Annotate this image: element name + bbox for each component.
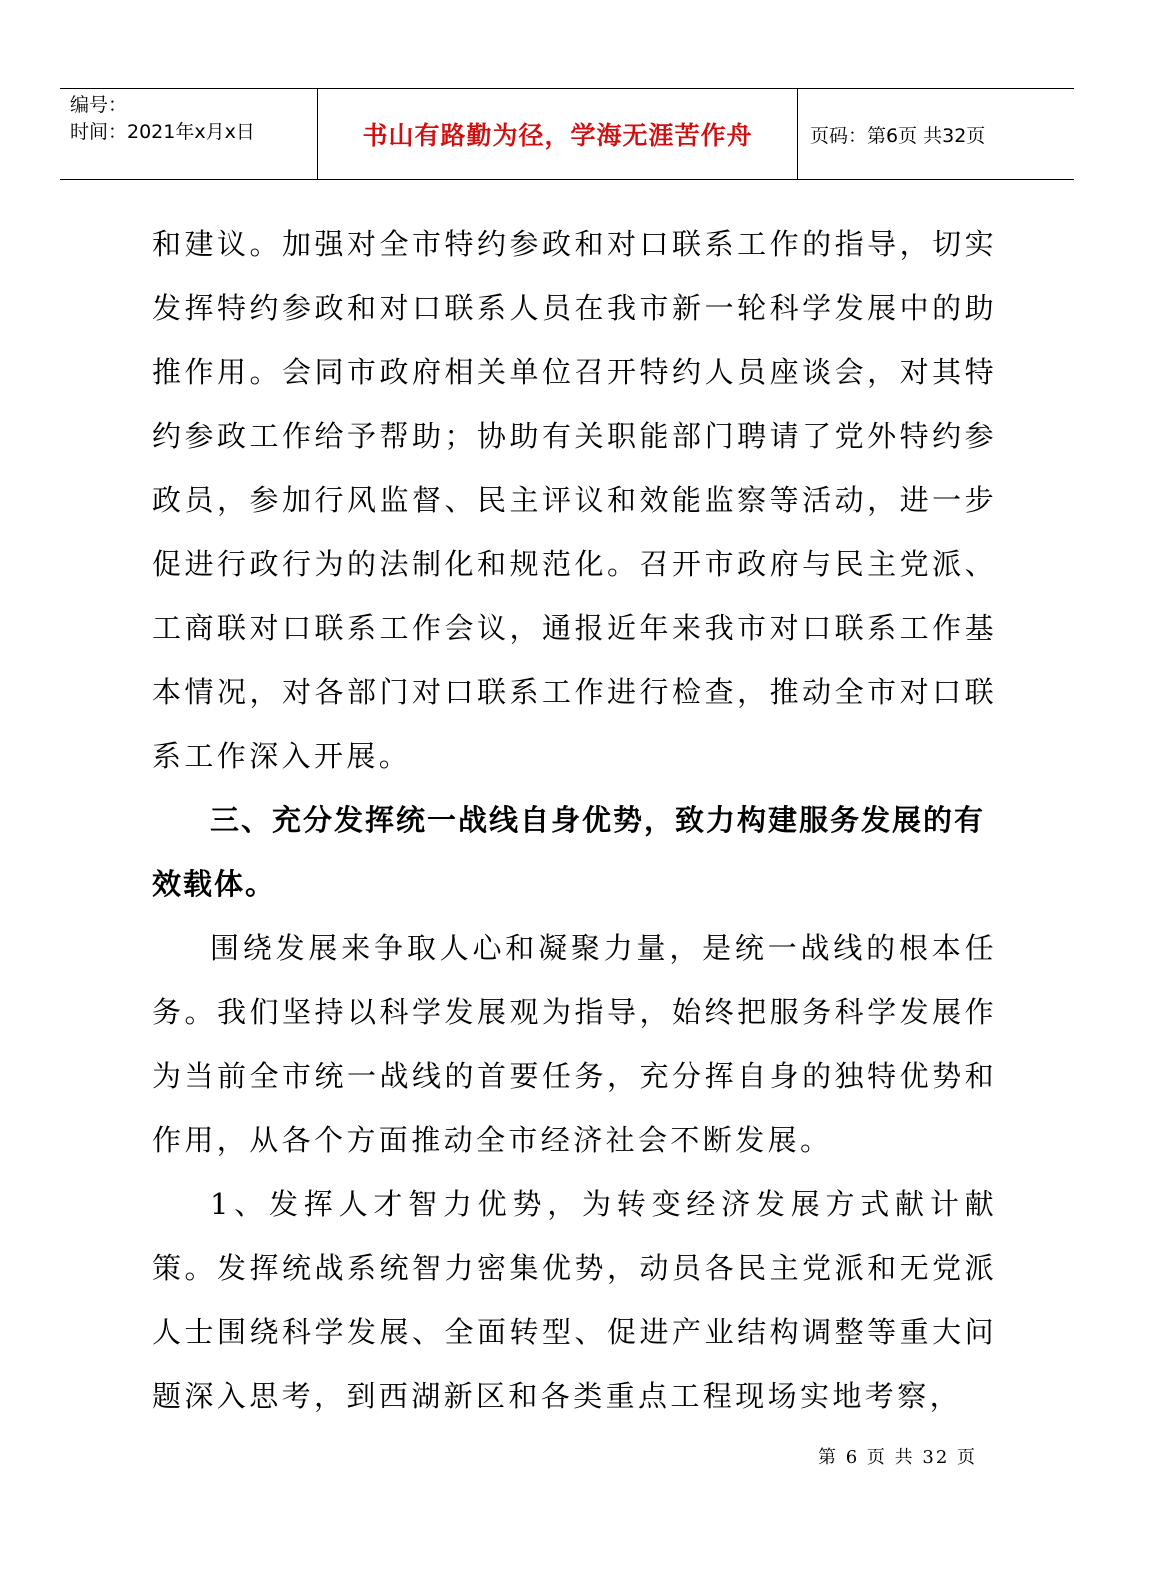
body-paragraph: 1、发挥人才智力优势，为转变经济发展方式献计献策。发挥统战系统智力密集优势，动员各民主党派和无党派人士围绕科学发展、全面转型、促进产业结构调整等重大问题深入思考，到西湖新区和各类重点工程现场实地考察， — [152, 1187, 997, 1413]
serial-number-label: 编号： — [70, 94, 128, 116]
page-footer: 第 6 页 共 32 页 — [818, 1447, 977, 1468]
date-label: 时间：2021年x月x日 — [70, 121, 255, 143]
header-page-info — [798, 89, 1074, 179]
body-paragraph: 围绕发展来争取人心和凝聚力量，是统一战线的根本任务。我们坚持以科学发展观为指导，始终把服务科学发展作为当前全市统一战线的首要任务，充分挥自身的独特优势和作用，从各个方面推动全市经济社会不断发展。 — [152, 931, 997, 1157]
section-heading: 三、充分发挥统一战线自身优势，致力构建服务发展的有效载体。 — [152, 803, 986, 901]
header-meta — [60, 89, 318, 179]
header-motto-cell — [318, 89, 798, 179]
page-header — [60, 88, 1074, 180]
body-paragraph: 和建议。加强对全市特约参政和对口联系工作的指导，切实发挥特约参政和对口联系人员在我市新一轮科学发展中的助推作用。会同市政府相关单位召开特约人员座谈会，对其特约参政工作给予帮助；协助有关职能部门聘请了党外特约参政员，参加行风监督、民主评议和效能监察等活动，进一步促进行政行为的法制化和规范化。召开市政府与民主党派、工商联对口联系工作会议，通报近年来我市对口联系工作基本情况，对各部门对口联系工作进行检查，推动全市对口联系工作深入开展。 — [152, 227, 997, 773]
page-info-text: 页码：第6页 共32页 — [810, 124, 986, 147]
motto-text: 书山有路勤为径，学海无涯苦作舟 — [362, 121, 753, 150]
document-body — [152, 212, 997, 1428]
